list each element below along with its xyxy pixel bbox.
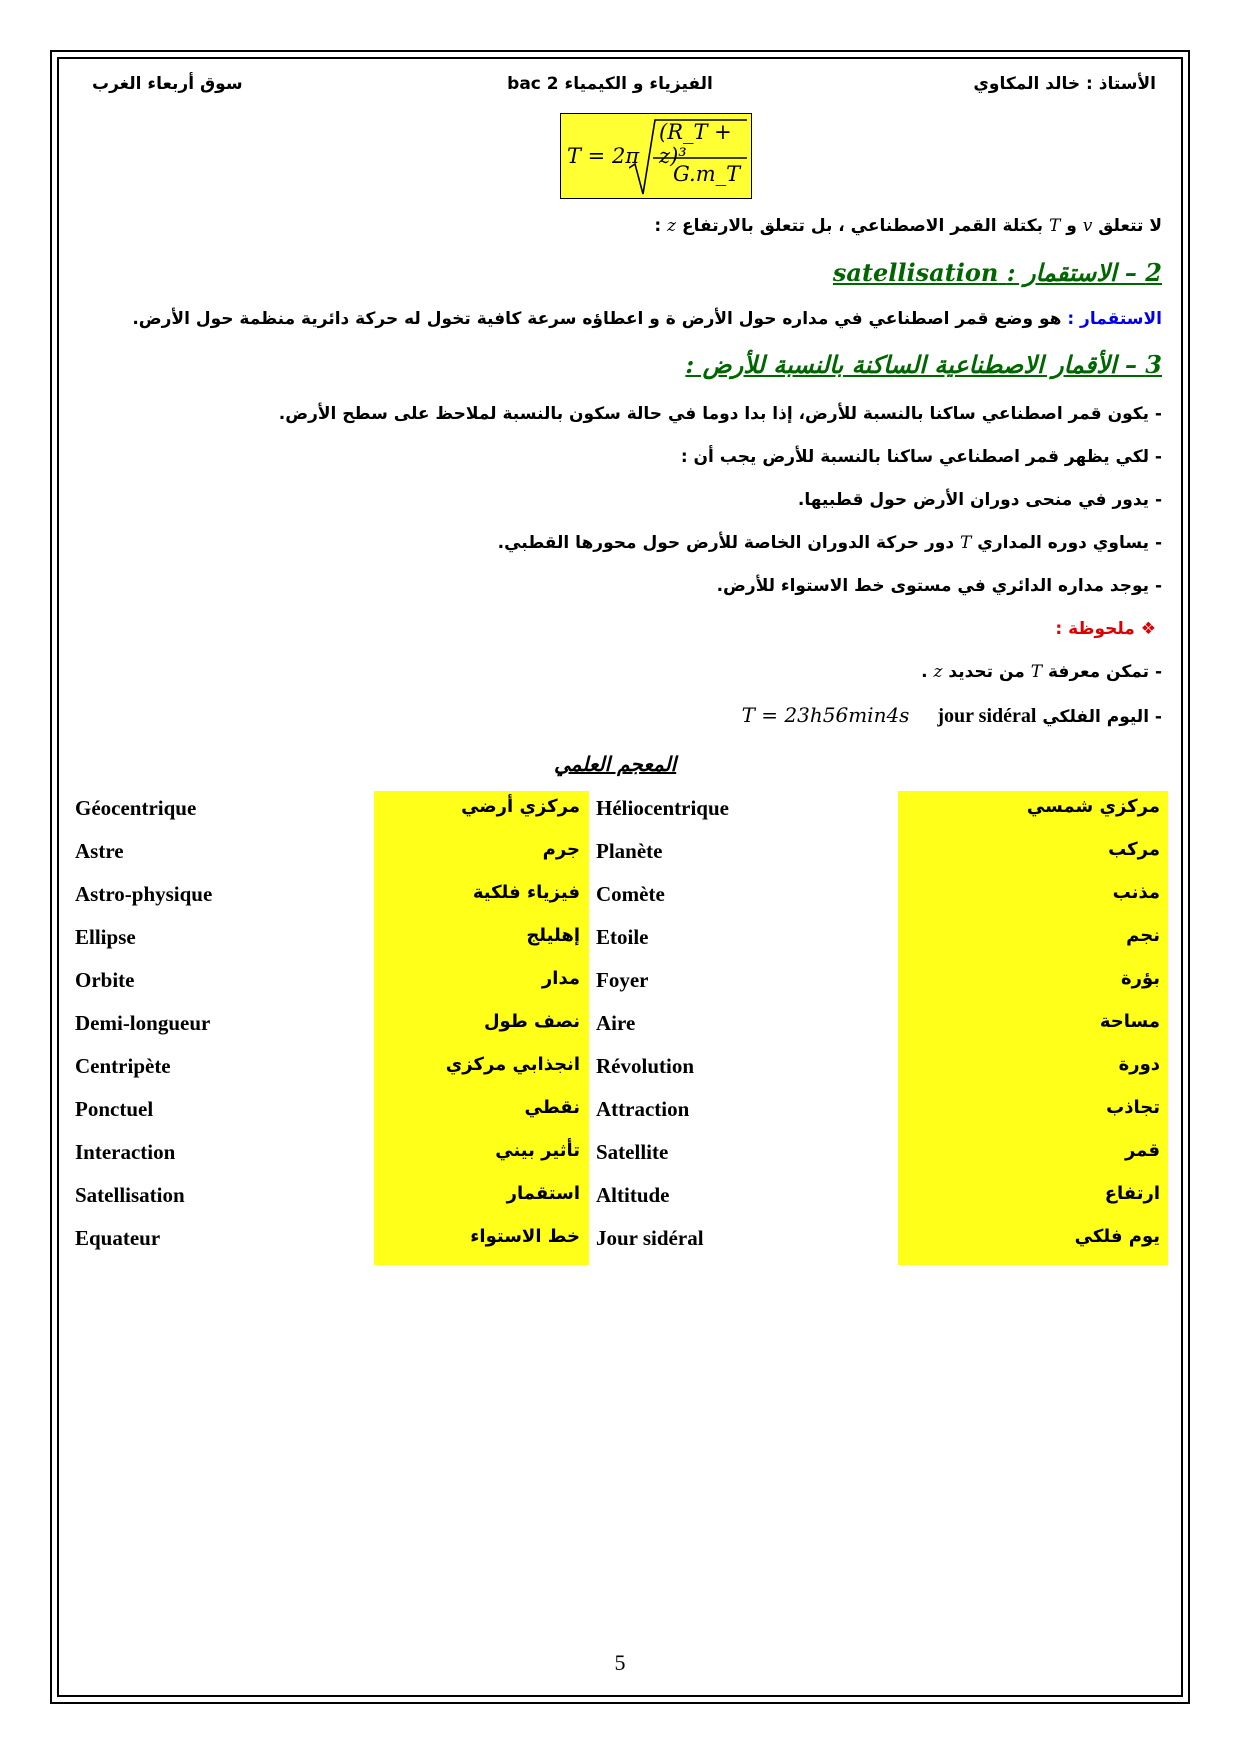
vocab-term-ar: انجذابي مركزي [445, 1054, 580, 1075]
definition-text: هو وضع قمر اصطناعي في مداره حول الأرض ة و اعطاؤه سرعة كافية تخول له حركة دائرية منظمة حول الأرض. [132, 309, 1062, 329]
vocab-term-fr: Révolution [596, 1054, 695, 1078]
vocab-term-ar: مذنب [1112, 882, 1160, 903]
note-1-mid: من تحديد [948, 662, 1025, 682]
vocab-term-ar: مركب [1108, 839, 1160, 860]
vocab-term-ar: قمر [1124, 1140, 1160, 1161]
formula-lhs: T = 2π [567, 144, 640, 168]
note-1-start: - تمكن معرفة [1048, 662, 1162, 682]
vocab-term-fr: Comète [596, 882, 665, 906]
formula-denominator: G.m_T [673, 162, 741, 186]
var-z: z [667, 216, 677, 236]
vocab-term-fr: Astre [75, 839, 124, 863]
vocab-term-ar: إهليلج [526, 925, 580, 946]
bullet-1: - يكون قمر اصطناعي ساكنا بالنسبة للأرض، إذا بدا دوما في حالة سكون بالنسبة لملاحظ على سطح الأرض. [278, 404, 1162, 424]
header-school: سوق أربعاء الغرب [92, 74, 243, 94]
vocab-term-ar: ارتفاع [1104, 1183, 1160, 1204]
dependence-line [654, 216, 1162, 236]
var-T: T [1048, 216, 1061, 236]
vocab-term-fr: Planète [596, 839, 663, 863]
bullet-4-start: - يساوي دوره المداري [977, 533, 1162, 553]
vocab-term-ar: مركزي شمسي [1026, 796, 1160, 817]
vocab-term-ar: خط الاستواء [470, 1226, 580, 1247]
vocab-term-fr: Géocentrique [75, 796, 197, 820]
vocab-term-ar: مساحة [1099, 1011, 1160, 1032]
vocabulary-title: المعجم العلمي [554, 752, 677, 776]
dependence-prefix: لا تتعلق [1098, 216, 1162, 236]
vocab-term-ar: استقمار [506, 1183, 580, 1204]
vocab-term-fr: Ponctuel [75, 1097, 154, 1121]
vocab-term-ar: فيزياء فلكية [472, 882, 580, 903]
bullet-2: - لكي يظهر قمر اصطناعي ساكنا بالنسبة للأرض يجب أن : [680, 447, 1162, 467]
vocab-term-fr: Etoile [596, 925, 649, 949]
diamond-bullet-icon: ❖ [1140, 619, 1156, 639]
bullet-4 [498, 533, 1162, 553]
formula-numerator: (R_T + z)³ [659, 120, 732, 168]
note-1-var-T: T [1030, 662, 1043, 682]
vocab-term-fr: Orbite [75, 968, 135, 992]
vocab-term-fr: Satellite [596, 1140, 669, 1164]
vocab-term-fr: Astro-physique [75, 882, 213, 906]
bullet-4-var-T: T [959, 533, 972, 553]
vocab-term-fr: Satellisation [75, 1183, 185, 1207]
note-2-ar: - اليوم الفلكي [1042, 707, 1162, 727]
vocab-term-ar: نصف طول [483, 1011, 580, 1032]
note-heading [1055, 619, 1156, 639]
section-2-title-fr: satellisation [832, 258, 999, 287]
section-3-title: 3 – الأقمار الاصطناعية الساكنة بالنسبة للأرض : [685, 350, 1162, 379]
note-2-fr: jour sidéral [937, 705, 1037, 727]
page-number: 5 [614, 1650, 626, 1675]
note-2 [742, 703, 1162, 728]
section-2-title-ar: 2 – الاستقمار : [1006, 258, 1162, 287]
definition-line [132, 309, 1162, 329]
var-v: v [1082, 216, 1093, 236]
definition-term: الاستقمار : [1067, 309, 1162, 329]
section-2-title [833, 258, 1162, 287]
vocab-term-fr: Equateur [75, 1226, 161, 1250]
bullet-4-end: دور حركة الدوران الخاصة للأرض حول محورها القطبي. [497, 533, 955, 553]
vocab-term-ar: تأثير بيني [495, 1140, 580, 1161]
vocab-term-ar: بؤرة [1120, 968, 1160, 989]
note-title: ملحوظة : [1055, 619, 1135, 639]
vocab-term-fr: Héliocentrique [596, 796, 729, 820]
header-subject: الفيزياء و الكيمياء 2 bac [507, 74, 713, 94]
vocab-term-fr: Jour sidéral [596, 1226, 704, 1250]
period-formula-box [560, 113, 752, 199]
note-1-end: . [921, 662, 928, 682]
vocab-term-ar: نجم [1126, 925, 1160, 946]
vocab-term-ar: دورة [1118, 1054, 1160, 1075]
note-1-var-z: z [933, 662, 943, 682]
vocab-term-ar: نقطي [524, 1097, 580, 1118]
vocab-term-fr: Demi-longueur [75, 1011, 211, 1035]
header-teacher: الأستاذ : خالد المكاوي [973, 74, 1156, 94]
vocab-term-fr: Aire [596, 1011, 636, 1035]
vocab-term-fr: Interaction [75, 1140, 176, 1164]
vocab-term-ar: مدار [541, 968, 580, 989]
bullet-3: - يدور في منحى دوران الأرض حول قطبيها. [797, 490, 1162, 510]
vocab-term-ar: يوم فلكي [1074, 1226, 1160, 1247]
vocab-term-fr: Attraction [596, 1097, 690, 1121]
vocab-term-fr: Ellipse [75, 925, 136, 949]
vocab-term-ar: تجاذب [1106, 1097, 1160, 1118]
vocab-term-ar: جرم [542, 839, 580, 860]
bullet-5: - يوجد مداره الدائري في مستوى خط الاستواء للأرض. [716, 576, 1162, 596]
vocab-term-fr: Foyer [596, 968, 649, 992]
note-2-value: T = 23h56min4s [741, 703, 910, 727]
dependence-end: : [654, 216, 662, 236]
note-1 [921, 662, 1162, 682]
dependence-and: و [1066, 216, 1077, 236]
vocab-term-fr: Altitude [596, 1183, 670, 1207]
dependence-mid: بكتلة القمر الاصطناعي ، بل تتعلق بالارتفاع [681, 216, 1044, 236]
vocab-term-fr: Centripète [75, 1054, 171, 1078]
vocab-term-ar: مركزي أرضي [461, 796, 580, 817]
